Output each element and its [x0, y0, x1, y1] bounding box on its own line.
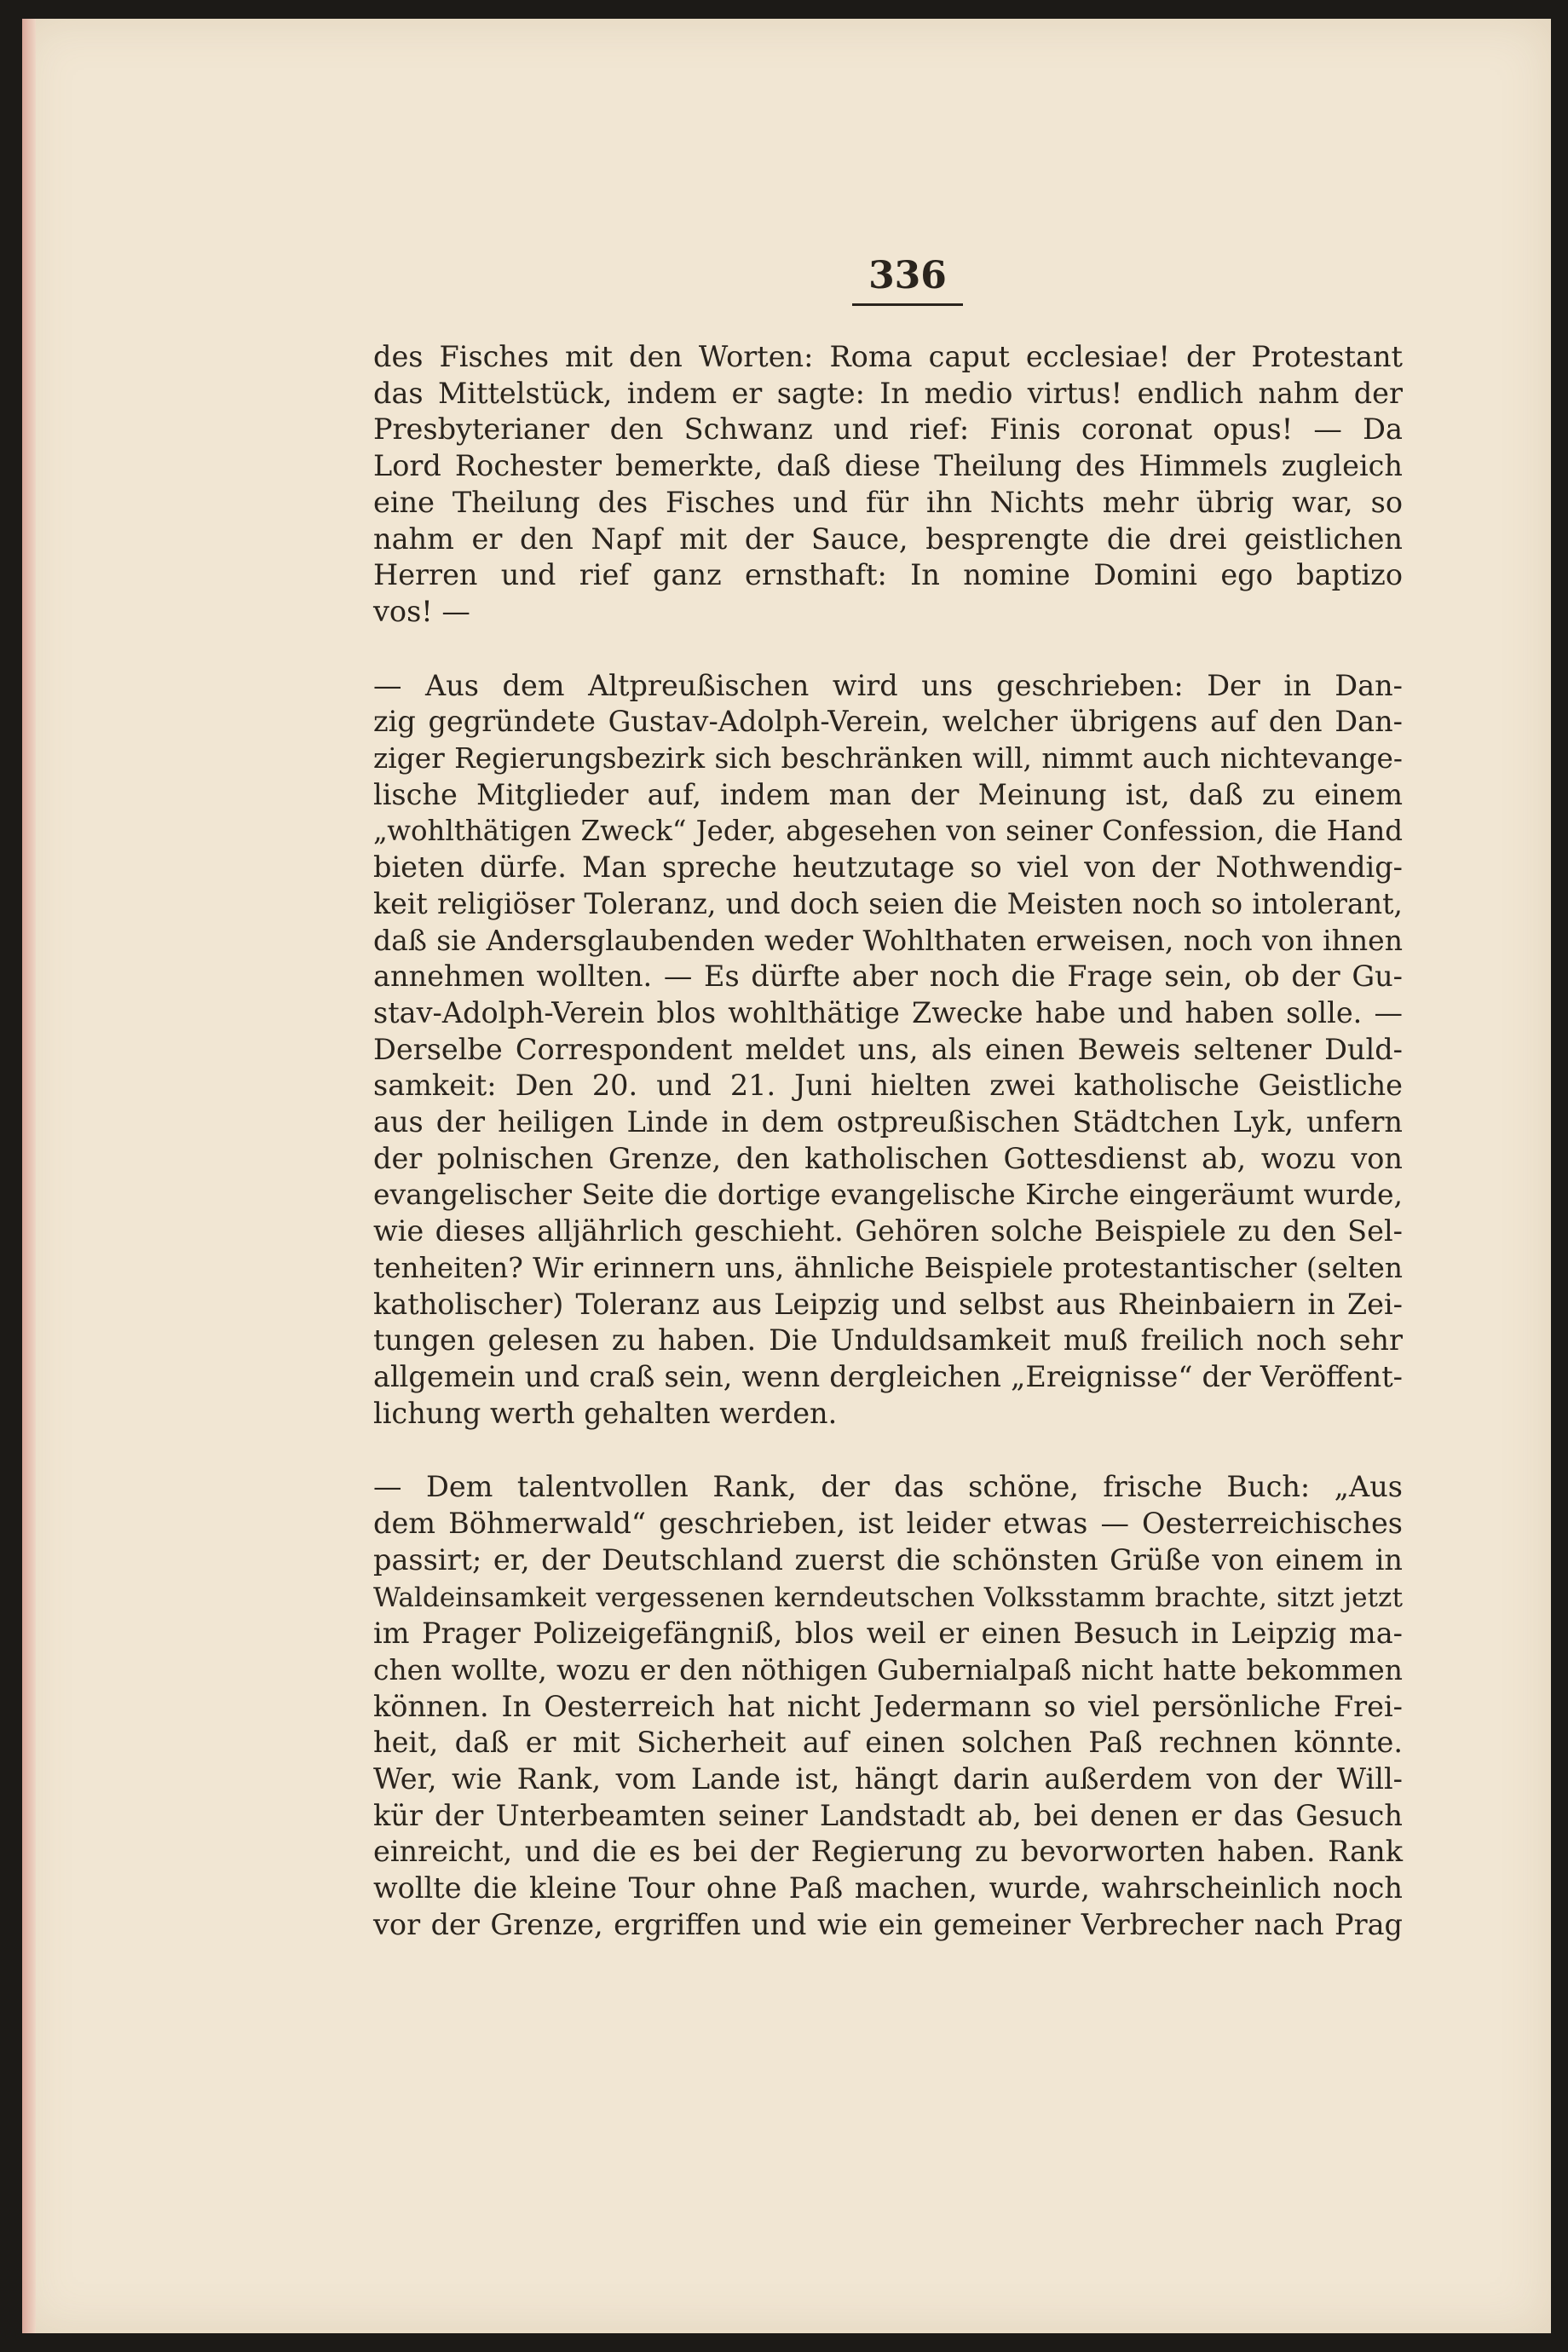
text-line: evangelischer Seite die dortige evangelische Kirche eingeräumt wurde, [373, 1178, 1403, 1212]
text-line: vos! — [373, 594, 470, 628]
text-line: lichung werth gehalten werden. [373, 1396, 838, 1430]
text-line: tungen gelesen zu haben. Die Unduldsamkeit muß freilich noch sehr [373, 1323, 1403, 1358]
page-number: 336 [868, 254, 947, 297]
text-line: der polnischen Grenze, den katholischen Gottesdienst ab, wozu von [373, 1141, 1403, 1175]
text-line: Wer, wie Rank, vom Lande ist, hängt darin außerdem von der Will- [373, 1762, 1403, 1796]
paragraph-2 [373, 668, 1403, 1433]
text-line: Herren und rief ganz ernsthaft: In nomine Domini ego baptizo [373, 558, 1403, 592]
text-line: des Fisches mit den Worten: Roma caput ecclesiae! der Protestant [373, 340, 1403, 373]
text-line: daß sie Andersglaubenden weder Wohlthaten erweisen, noch von ihnen [373, 923, 1403, 957]
text-line: im Prager Polizeigefängniß, blos weil er einen Besuch in Leipzig ma- [373, 1617, 1403, 1651]
text-line: stav-Adolph-Verein blos wohlthätige Zwecke habe und haben solle. — [373, 995, 1403, 1029]
text-line: chen wollte, wozu er den nöthigen Gubernialpaß nicht hatte bekommen [373, 1652, 1403, 1686]
text-line: keit religiöser Toleranz, und doch seien die Meisten noch so intolerant, [373, 886, 1403, 920]
text-line: kür der Unterbeamten seiner Landstadt ab, bei denen er das Gesuch [373, 1798, 1403, 1832]
text-line: — Aus dem Altpreußischen wird uns geschrieben: Der in Dan- [373, 668, 1403, 702]
text-line: wollte die kleine Tour ohne Paß machen, wurde, wahrscheinlich noch [373, 1871, 1403, 1905]
text-line: dem Böhmerwald“ geschrieben, ist leider etwas — Oesterreichisches [373, 1507, 1403, 1541]
text-line: Lord Rochester bemerkte, daß diese Theilung des Himmels zugleich [373, 449, 1403, 483]
text-line: — Dem talentvollen Rank, der das schöne, frische Buch: „Aus [373, 1470, 1403, 1504]
paragraph-3 [373, 1469, 1403, 1943]
text-line: ziger Regierungsbezirk sich beschränken will, nimmt auch nichtevange- [373, 742, 1403, 775]
page-number-rule [852, 303, 963, 306]
text-line: zig gegründete Gustav-Adolph-Verein, welcher übrigens auf den Dan- [373, 705, 1403, 739]
text-line: lische Mitglieder auf, indem man der Meinung ist, daß zu einem [373, 777, 1403, 811]
text-line: das Mittelstück, indem er sagte: In medio virtus! endlich nahm der [373, 376, 1403, 410]
text-line: vor der Grenze, ergriffen und wie ein gemeiner Verbrecher nach Prag [373, 1907, 1403, 1941]
text-line: können. In Oesterreich hat nicht Jedermann so viel persönliche Frei- [373, 1689, 1403, 1723]
text-line: katholischer) Toleranz aus Leipzig und selbst aus Rheinbaiern in Zei- [373, 1287, 1403, 1321]
text-line: passirt; er, der Deutschland zuerst die schönsten Grüße von einem in [373, 1542, 1403, 1577]
text-line: annehmen wollten. — Es dürfte aber noch die Frage sein, ob der Gu- [373, 960, 1403, 994]
paragraph-1 [373, 339, 1403, 631]
page-edge [22, 19, 36, 2333]
text-line: Presbyterianer den Schwanz und rief: Finis coronat opus! — Da [373, 412, 1403, 447]
text-line: Derselbe Correspondent meldet uns, als einen Beweis seltener Duld- [373, 1032, 1403, 1066]
text-line: einreicht, und die es bei der Regierung zu bevorworten haben. Rank [373, 1835, 1403, 1869]
text-line: samkeit: Den 20. und 21. Juni hielten zwei katholische Geistliche [373, 1069, 1403, 1103]
text-line: Waldeinsamkeit vergessenen kerndeutschen Volksstamm brachte, sitzt jetzt [373, 1582, 1403, 1613]
text-line: aus der heiligen Linde in dem ostpreußischen Städtchen Lyk, unfern [373, 1105, 1403, 1139]
text-line: bieten dürfe. Man spreche heutzutage so viel von der Nothwendig- [373, 850, 1403, 885]
text-line: eine Theilung des Fisches und für ihn Nichts mehr übrig war, so [373, 485, 1403, 519]
body-text [373, 339, 1403, 1944]
text-line: „wohlthätigen Zweck“ Jeder, abgesehen von seiner Confession, die Hand [373, 815, 1403, 848]
text-line: tenheiten? Wir erinnern uns, ähnliche Beispiele protestantischer (selten [373, 1251, 1403, 1284]
text-line: heit, daß er mit Sicherheit auf einen solchen Paß rechnen könnte. [373, 1726, 1403, 1760]
text-line: nahm er den Napf mit der Sauce, besprengte die drei geistlichen [373, 522, 1403, 556]
text-line: wie dieses alljährlich geschieht. Gehören solche Beispiele zu den Sel- [373, 1214, 1403, 1248]
text-line: allgemein und craß sein, wenn dergleichen „Ereignisse“ der Veröffent- [373, 1359, 1403, 1393]
